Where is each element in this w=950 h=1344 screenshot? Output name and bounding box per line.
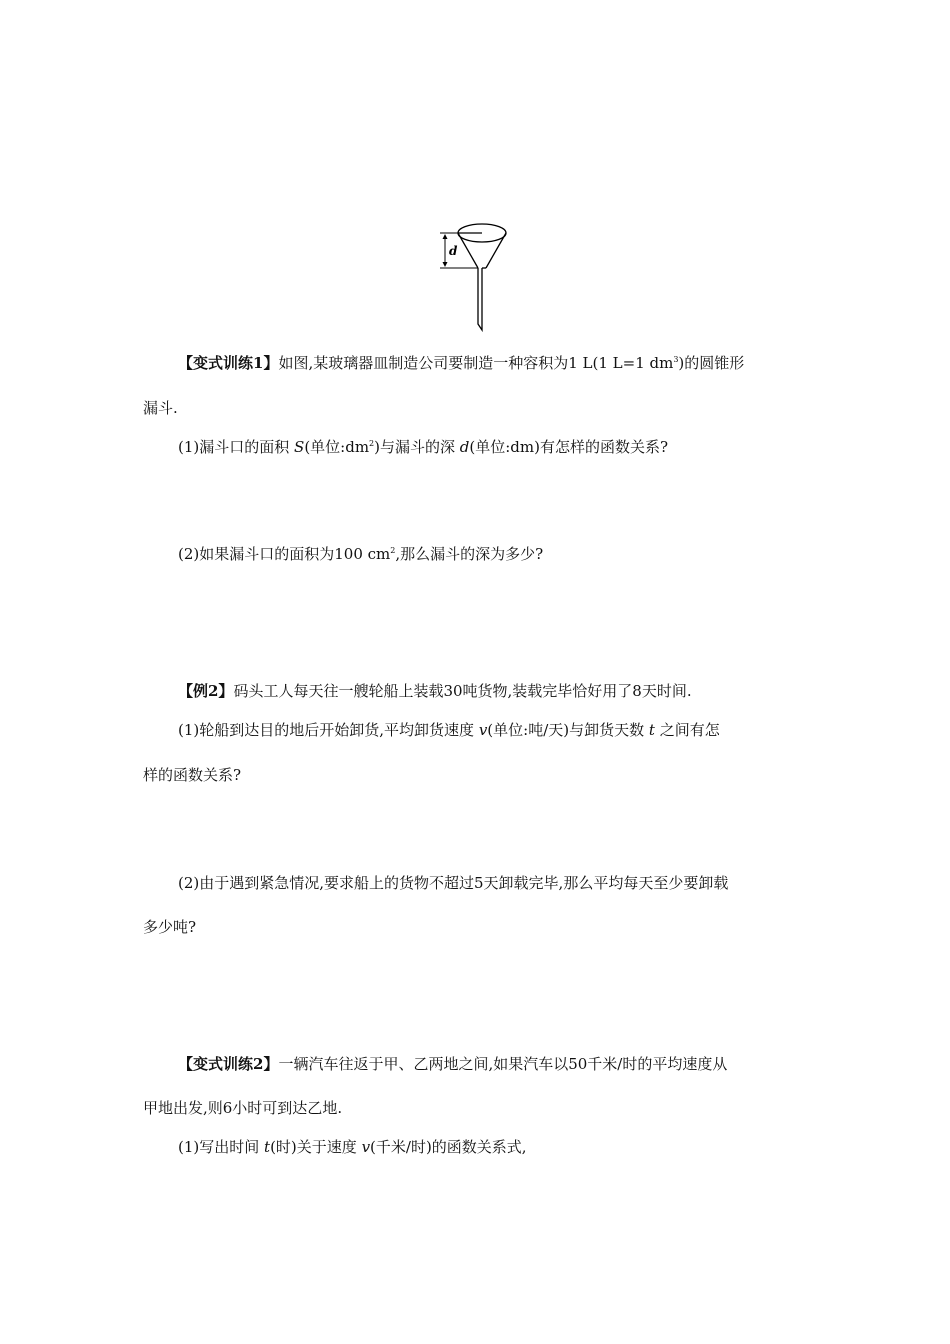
example2-question-1-cont: 样的函数关系? (143, 766, 242, 784)
funnel-cone-left (458, 233, 478, 268)
variant2-intro-cont: 甲地出发,则6小时可到达乙地. (143, 1099, 343, 1117)
example2-label: 【例2】 (178, 682, 234, 700)
example2-question-1: (1)轮船到达目的地后开始卸货,平均卸货速度 v(单位:吨/天)与卸货天数 t 之间有怎 (178, 721, 720, 739)
funnel-tube (478, 268, 482, 330)
variant1-intro-cont: 漏斗. (143, 399, 178, 417)
variant1-label: 【变式训练1】 (178, 354, 279, 372)
funnel-figure (436, 220, 516, 332)
depth-arrow-down (443, 262, 448, 267)
variant1-intro: 【变式训练1】如图,某玻璃器皿制造公司要制造一种容积为1 L(1 L=1 $dm^3$)的圆锥形 (178, 354, 745, 372)
funnel-cone-right (486, 233, 506, 268)
variant2-intro: 【变式训练2】一辆汽车往返于甲、乙两地之间,如果汽车以50千米/时的平均速度从 (178, 1055, 728, 1073)
depth-arrow-up (443, 234, 448, 239)
variant2-question-1: (1)写出时间 t(时)关于速度 v(千米/时)的函数关系式, (178, 1138, 527, 1156)
variant2-label: 【变式训练2】 (178, 1055, 279, 1073)
example2-question-2: (2)由于遇到紧急情况,要求船上的货物不超过5天卸载完毕,那么平均每天至少要卸载 (178, 874, 729, 892)
variant1-question-2: (2)如果漏斗口的面积为100 $cm^2$,那么漏斗的深为多少? (178, 545, 544, 563)
depth-label: d (449, 244, 458, 258)
variant1-question-1: (1)漏斗口的面积 S(单位$:dm^2$)与漏斗的深 d(单位:dm)有怎样的函数关系? (178, 438, 669, 456)
example2-question-2-cont: 多少吨? (143, 918, 197, 936)
example2-intro: 【例2】码头工人每天往一艘轮船上装载30吨货物,装载完毕恰好用了8天时间. (178, 682, 692, 700)
